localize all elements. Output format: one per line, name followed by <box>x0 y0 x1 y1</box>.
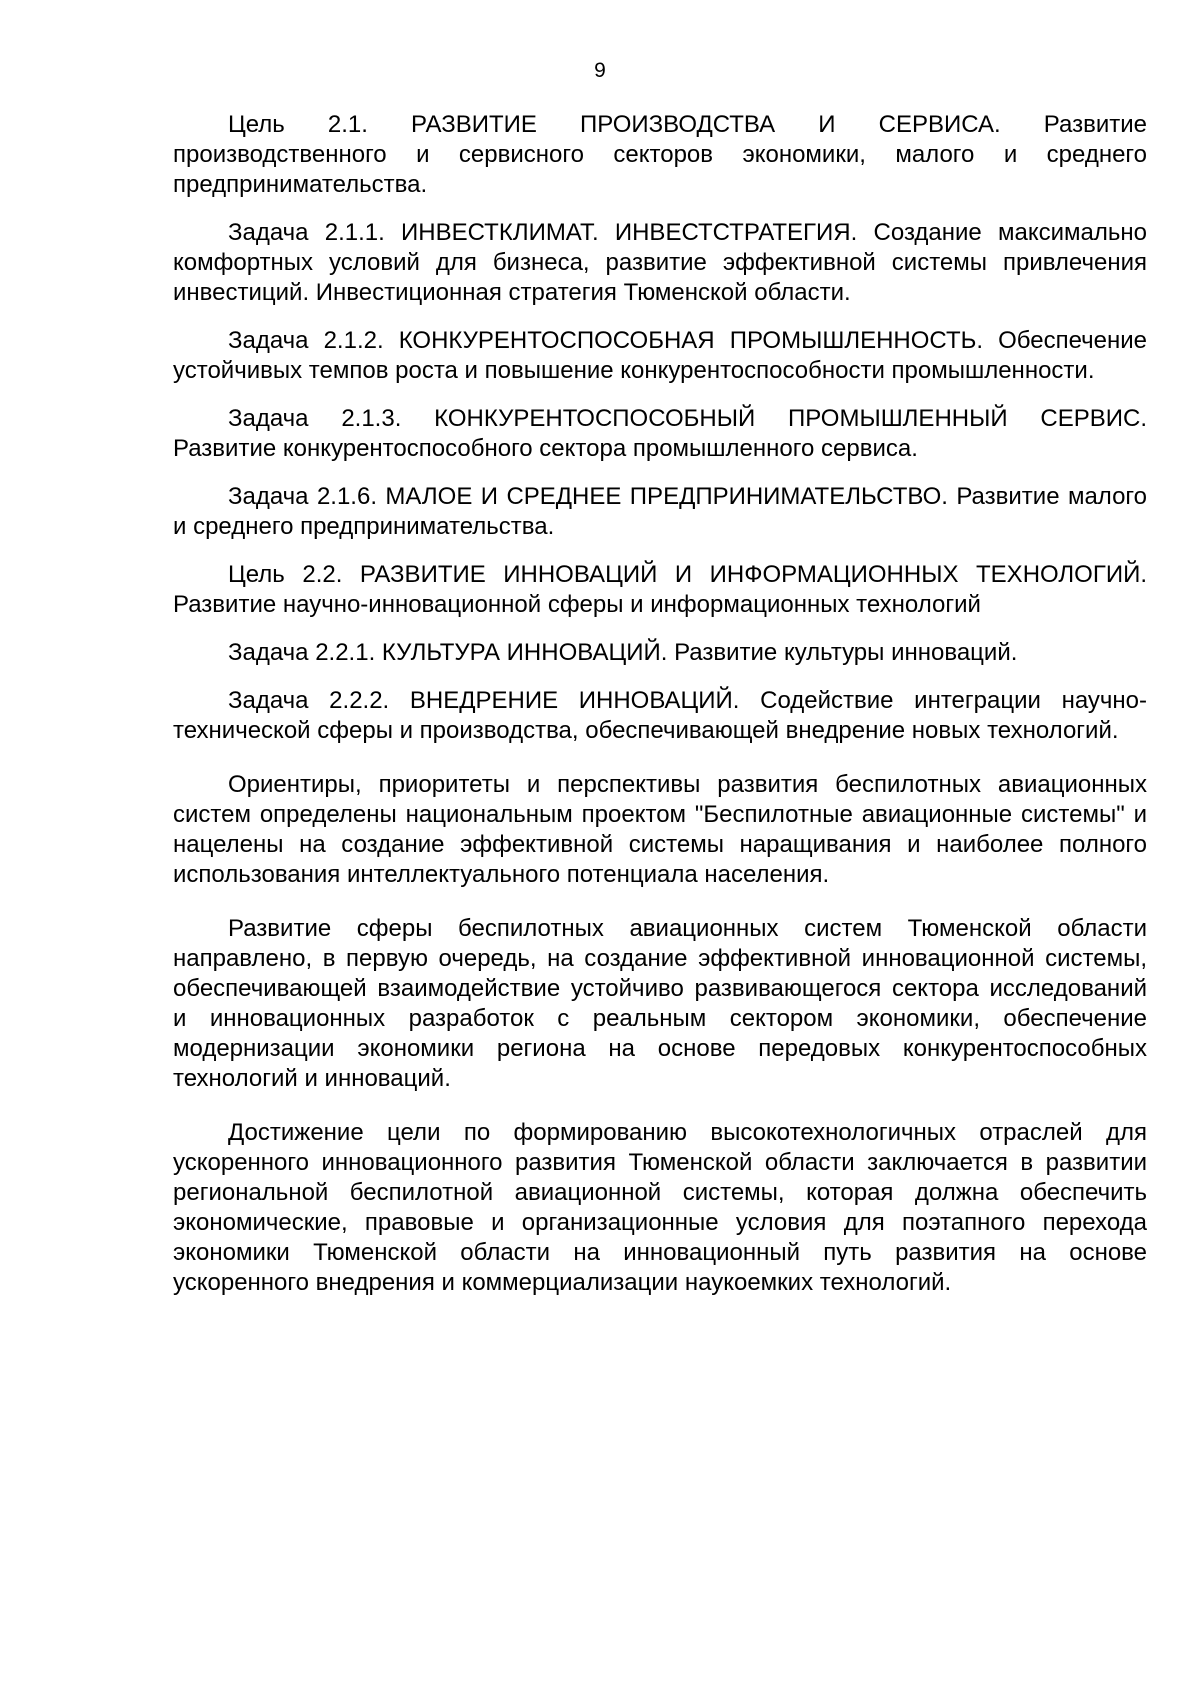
task-2-1-2-paragraph: Задача 2.1.2. КОНКУРЕНТОСПОСОБНАЯ ПРОМЫШЛЕННОСТЬ. Обеспечение устойчивых темпов роста и повышение конкурентоспособности промышленности. <box>173 327 1147 384</box>
document-body <box>173 110 1147 1316</box>
goal-2-2-paragraph: Цель 2.2. РАЗВИТИЕ ИННОВАЦИЙ И ИНФОРМАЦИОННЫХ ТЕХНОЛОГИЙ. Развитие научно-инновационной сферы и информационных технологий <box>173 561 1147 618</box>
task-2-2-1-paragraph: Задача 2.2.1. КУЛЬТУРА ИННОВАЦИЙ. Развитие культуры инноваций. <box>228 639 1018 666</box>
guidelines-paragraph: Ориентиры, приоритеты и перспективы развития беспилотных авиационных систем определены национальным проектом "Беспилотные авиационные системы" и нацелены на создание эффективной системы наращивания и наиболее полного использования интеллектуального потенциала населения. <box>173 771 1147 888</box>
task-2-2-2-paragraph: Задача 2.2.2. ВНЕДРЕНИЕ ИННОВАЦИЙ. Содействие интеграции научно-технической сферы и производства, обеспечивающей внедрение новых технологий. <box>173 687 1147 744</box>
task-2-1-1-paragraph: Задача 2.1.1. ИНВЕСТКЛИМАТ. ИНВЕСТСТРАТЕГИЯ. Создание максимально комфортных условий для бизнеса, развитие эффективной системы привлечения инвестиций. Инвестиционная стратегия Тюменской области. <box>173 219 1147 306</box>
task-2-1-6-paragraph: Задача 2.1.6. МАЛОЕ И СРЕДНЕЕ ПРЕДПРИНИМАТЕЛЬСТВО. Развитие малого и среднего предпринимательства. <box>173 483 1147 540</box>
page-number: 9 <box>594 59 606 82</box>
task-2-1-3-paragraph: Задача 2.1.3. КОНКУРЕНТОСПОСОБНЫЙ ПРОМЫШЛЕННЫЙ СЕРВИС. Развитие конкурентоспособного сектора промышленного сервиса. <box>173 405 1147 462</box>
uas-development-paragraph: Развитие сферы беспилотных авиационных систем Тюменской области направлено, в первую очередь, на создание эффективной инновационной системы, обеспечивающей взаимодействие устойчиво развивающегося сектора исследований и инновационных разработок с реальным сектором экономики, обеспечение модернизации экономики региона на основе передовых конкурентоспособных технологий и инноваций. <box>173 915 1147 1092</box>
goal-2-1-paragraph: Цель 2.1. РАЗВИТИЕ ПРОИЗВОДСТВА И СЕРВИСА. Развитие производственного и сервисного секторов экономики, малого и среднего предпринимательства. <box>173 111 1147 198</box>
goal-achievement-paragraph: Достижение цели по формированию высокотехнологичных отраслей для ускоренного инновационного развития Тюменской области заключается в развитии региональной беспилотной авиационной системы, которая должна обеспечить экономические, правовые и организационные условия для поэтапного перехода экономики Тюменской области на инновационный путь развития на основе ускоренного внедрения и коммерциализации наукоемких технологий. <box>173 1119 1147 1296</box>
